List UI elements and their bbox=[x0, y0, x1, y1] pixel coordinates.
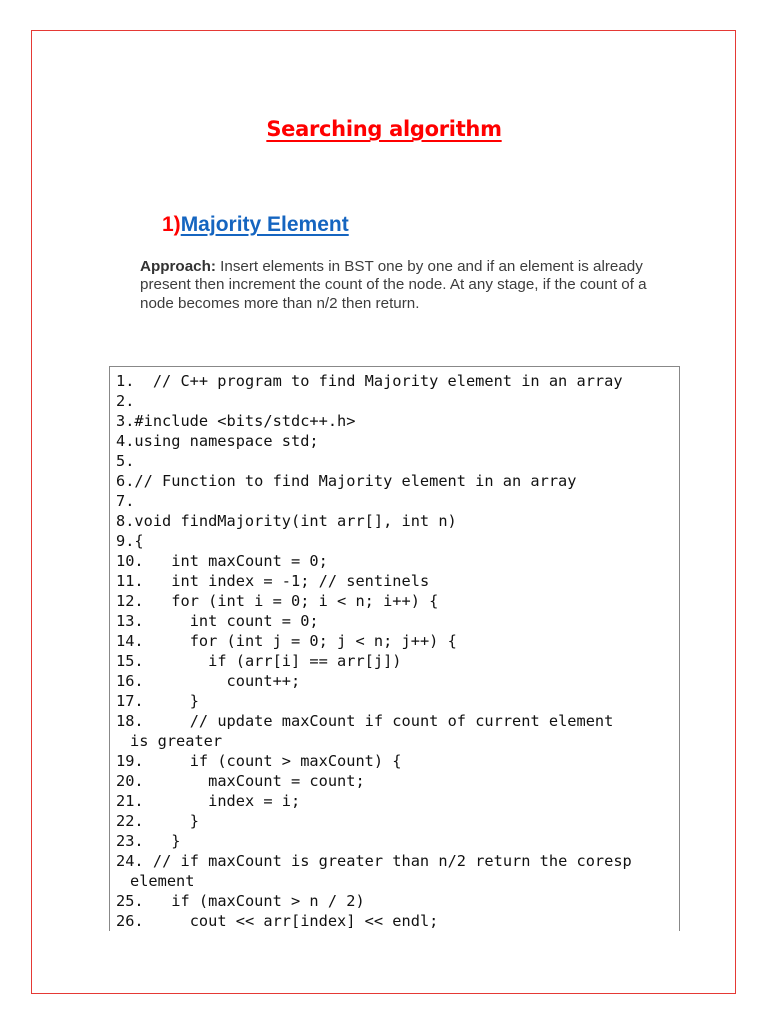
code-line bbox=[116, 531, 679, 551]
code-line-continuation: element bbox=[130, 872, 195, 890]
code-line-number: 24. bbox=[116, 852, 144, 870]
code-line-text: // Function to find Majority element in an array bbox=[134, 472, 577, 490]
code-line-text bbox=[134, 391, 679, 411]
code-line-number: 11. bbox=[116, 572, 144, 590]
code-line-number: 10. bbox=[116, 552, 144, 570]
code-line bbox=[116, 891, 679, 911]
document-title-text: Searching algorithm bbox=[266, 117, 502, 141]
code-line-text: int index = -1; // sentinels bbox=[171, 572, 430, 590]
code-line bbox=[116, 771, 679, 791]
code-line-text: // update maxCount if count of current element bbox=[189, 712, 614, 730]
approach-label: Approach: bbox=[140, 258, 216, 275]
code-line-text: int maxCount = 0; bbox=[171, 552, 328, 570]
code-line bbox=[116, 711, 679, 751]
code-line bbox=[116, 751, 679, 771]
code-line-number: 14. bbox=[116, 632, 144, 650]
code-line-text: { bbox=[134, 532, 144, 550]
code-line-indent bbox=[144, 811, 190, 831]
code-line-number: 9. bbox=[116, 532, 135, 550]
code-line bbox=[116, 671, 679, 691]
code-line bbox=[116, 471, 679, 491]
code-line-indent bbox=[144, 751, 190, 771]
code-line-indent bbox=[144, 591, 172, 611]
section-title-link[interactable]: Majority Element bbox=[180, 213, 349, 236]
code-line-indent bbox=[144, 771, 208, 791]
code-line bbox=[116, 691, 679, 711]
code-line-indent bbox=[144, 911, 190, 931]
code-line-number: 7. bbox=[116, 492, 135, 510]
code-line-text: } bbox=[171, 832, 181, 850]
code-line-text: } bbox=[189, 812, 199, 830]
code-line-number: 3. bbox=[116, 412, 135, 430]
code-line bbox=[116, 491, 679, 511]
code-line-text: int count = 0; bbox=[189, 612, 319, 630]
code-line-number: 21. bbox=[116, 792, 144, 810]
code-line-indent bbox=[144, 691, 190, 711]
code-line-indent bbox=[144, 631, 190, 651]
code-line bbox=[116, 831, 679, 851]
code-line bbox=[116, 451, 679, 471]
code-line-number: 19. bbox=[116, 752, 144, 770]
code-line bbox=[116, 851, 679, 891]
code-line-text: // C++ program to find Majority element in an array bbox=[152, 372, 623, 390]
code-line bbox=[116, 571, 679, 591]
code-line bbox=[116, 631, 679, 651]
code-line-text: cout << arr[index] << endl; bbox=[189, 912, 439, 930]
code-line-text: using namespace std; bbox=[134, 432, 319, 450]
code-line bbox=[116, 411, 679, 431]
code-line bbox=[116, 791, 679, 811]
code-line-number: 2. bbox=[116, 392, 135, 410]
code-line-number: 6. bbox=[116, 472, 135, 490]
code-line-text: void findMajority(int arr[], int n) bbox=[134, 512, 457, 530]
code-line-number: 5. bbox=[116, 452, 135, 470]
code-line-number: 17. bbox=[116, 692, 144, 710]
code-line bbox=[116, 811, 679, 831]
code-line-indent bbox=[144, 651, 208, 671]
code-line bbox=[116, 651, 679, 671]
approach-paragraph bbox=[140, 258, 680, 313]
code-line-text bbox=[134, 491, 679, 511]
code-line-number: 22. bbox=[116, 812, 144, 830]
code-line bbox=[116, 431, 679, 451]
code-line-number: 26. bbox=[116, 912, 144, 930]
document-title bbox=[0, 117, 768, 141]
code-line-text: // if maxCount is greater than n/2 return the coresp bbox=[152, 852, 632, 870]
code-line-number: 18. bbox=[116, 712, 144, 730]
code-line bbox=[116, 511, 679, 531]
code-line-number: 15. bbox=[116, 652, 144, 670]
section-number: 1) bbox=[162, 213, 181, 236]
code-line-text: if (count > maxCount) { bbox=[189, 752, 402, 770]
code-line-text: for (int j = 0; j < n; j++) { bbox=[189, 632, 457, 650]
code-line-text: if (maxCount > n / 2) bbox=[171, 892, 365, 910]
code-line-number: 25. bbox=[116, 892, 144, 910]
code-line-indent bbox=[144, 611, 190, 631]
code-line-number: 12. bbox=[116, 592, 144, 610]
code-line bbox=[116, 551, 679, 571]
code-line-number: 16. bbox=[116, 672, 144, 690]
code-line-number: 4. bbox=[116, 432, 135, 450]
code-line bbox=[116, 391, 679, 411]
code-line-indent bbox=[144, 571, 172, 591]
code-line-indent bbox=[144, 851, 153, 871]
code-line-continuation: is greater bbox=[130, 732, 223, 750]
code-line-indent bbox=[144, 551, 172, 571]
code-line-text: count++; bbox=[226, 672, 301, 690]
code-line-text: index = i; bbox=[208, 792, 301, 810]
code-line-text: maxCount = count; bbox=[208, 772, 365, 790]
code-lines bbox=[110, 367, 679, 931]
code-line-number: 23. bbox=[116, 832, 144, 850]
code-line-text: for (int i = 0; i < n; i++) { bbox=[171, 592, 439, 610]
code-line-text bbox=[134, 451, 679, 471]
code-line bbox=[116, 371, 679, 391]
approach-text: Insert elements in BST one by one and if an element is already present then increment the count of the node. At any stage, if the count of a node becomes more than n/2 then return. bbox=[140, 258, 647, 312]
code-line-indent bbox=[134, 371, 152, 391]
code-line-indent bbox=[144, 831, 172, 851]
code-line-indent bbox=[144, 791, 208, 811]
code-line-text: if (arr[i] == arr[j]) bbox=[208, 652, 402, 670]
section-heading bbox=[162, 213, 349, 237]
code-line-text: } bbox=[189, 692, 199, 710]
code-line-indent bbox=[144, 671, 227, 691]
code-line-indent bbox=[144, 891, 172, 911]
code-line bbox=[116, 611, 679, 631]
code-line-number: 13. bbox=[116, 612, 144, 630]
code-line bbox=[116, 591, 679, 611]
code-block bbox=[109, 366, 680, 931]
code-line bbox=[116, 911, 679, 931]
code-line-number: 20. bbox=[116, 772, 144, 790]
code-line-number: 1. bbox=[116, 372, 135, 390]
code-line-indent bbox=[144, 711, 190, 731]
code-line-text: #include <bits/stdc++.h> bbox=[134, 412, 356, 430]
code-line-number: 8. bbox=[116, 512, 135, 530]
